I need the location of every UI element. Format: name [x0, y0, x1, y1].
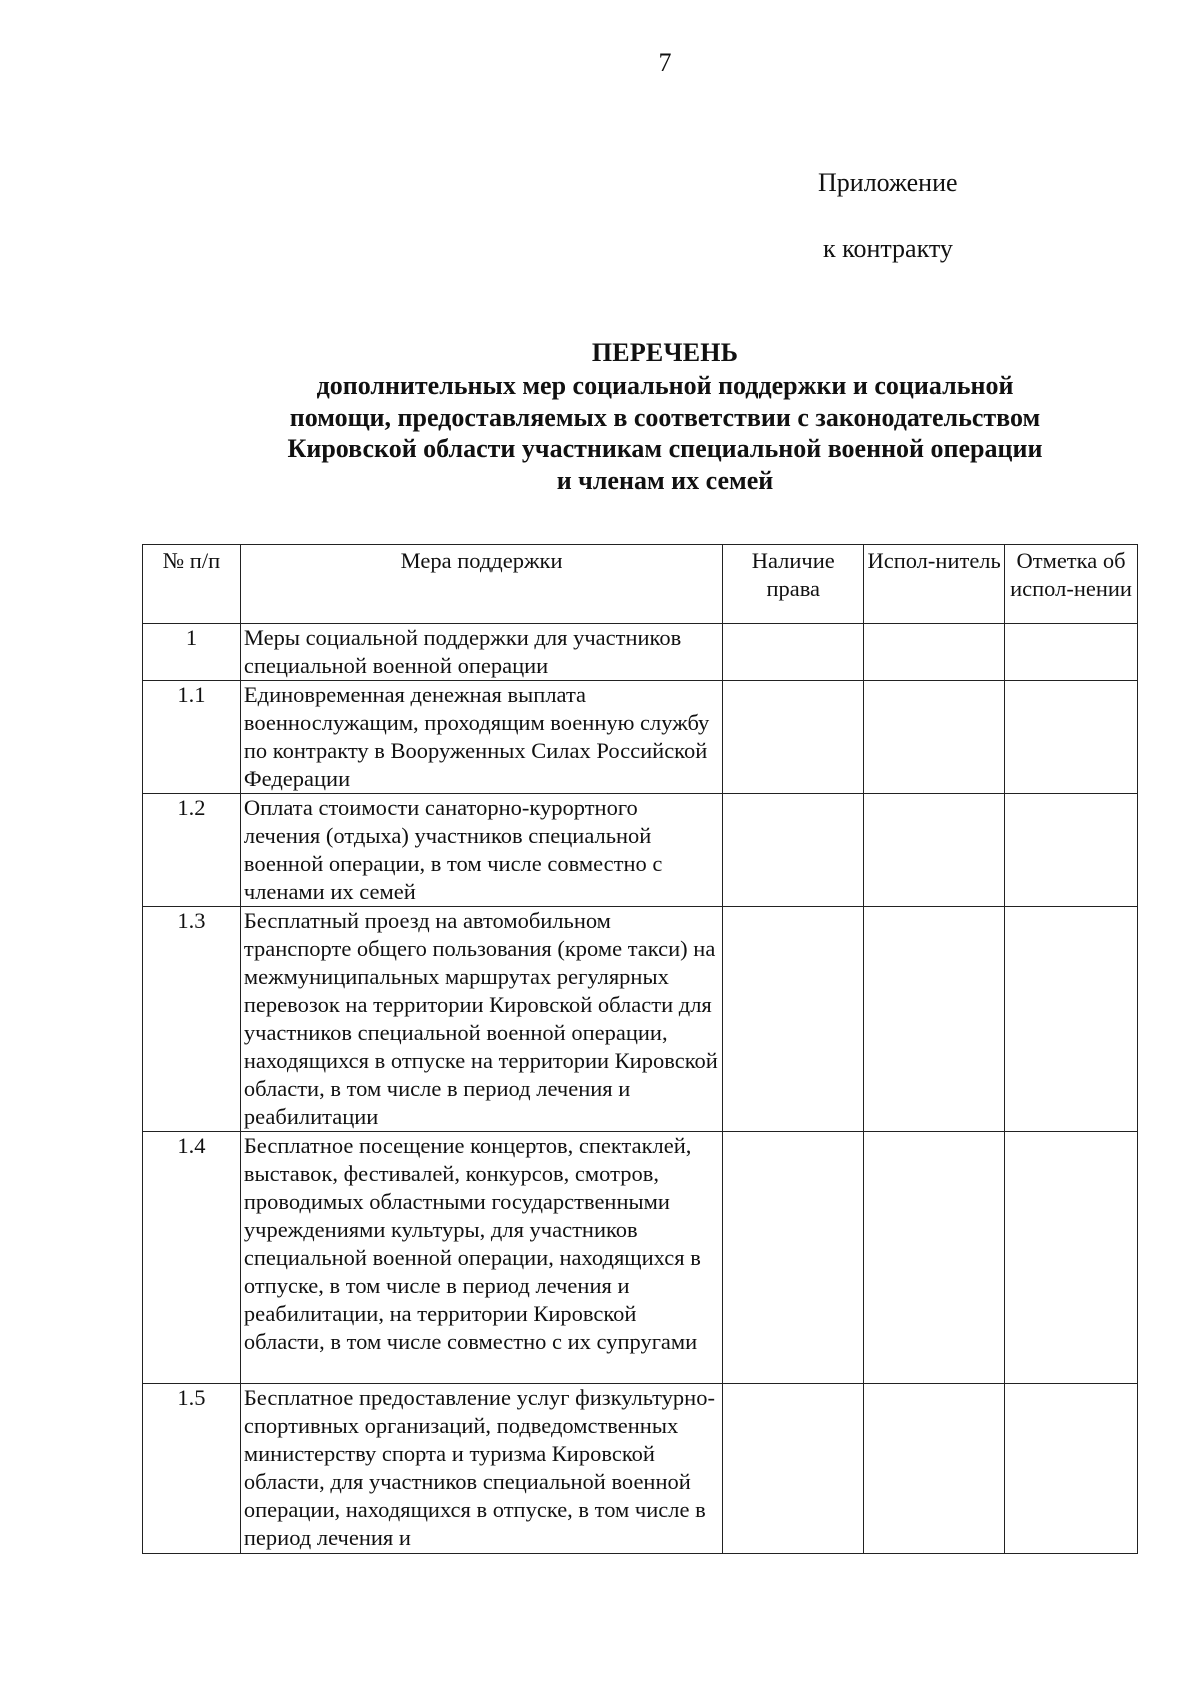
- row-right-cell: [723, 1132, 864, 1384]
- row-executor-cell: [864, 1132, 1005, 1384]
- row-number: 1: [143, 624, 241, 681]
- row-measure: Оплата стоимости санаторно-курортного лечения (отдыха) участников специальной военной операции, в том числе совместно с членами их семей: [240, 794, 722, 907]
- row-number: 1.3: [143, 907, 241, 1132]
- page-number: 7: [658, 48, 672, 77]
- row-measure: Меры социальной поддержки для участников специальной военной операции: [240, 624, 722, 681]
- row-mark-cell: [1005, 907, 1138, 1132]
- header-num: № п/п: [143, 545, 241, 624]
- row-executor-cell: [864, 624, 1005, 681]
- row-mark-cell: [1005, 624, 1138, 681]
- row-mark-cell: [1005, 681, 1138, 794]
- appendix-label: Приложение: [818, 168, 958, 197]
- row-right-cell: [723, 907, 864, 1132]
- row-number: 1.4: [143, 1132, 241, 1384]
- table-row: [143, 681, 1138, 794]
- document-subtitle-line: помощи, предоставляемых в соответствии с законодательством: [289, 403, 1041, 432]
- row-executor-cell: [864, 681, 1005, 794]
- row-right-cell: [723, 681, 864, 794]
- row-number: 1.1: [143, 681, 241, 794]
- row-mark-cell: [1005, 794, 1138, 907]
- header-executor: Испол-нитель: [864, 545, 1005, 624]
- table-row: [143, 794, 1138, 907]
- header-measure: Мера поддержки: [240, 545, 722, 624]
- support-measures-table: [142, 544, 1138, 1554]
- row-executor-cell: [864, 1384, 1005, 1554]
- appendix-contract-label: к контракту: [823, 234, 953, 263]
- row-number: 1.2: [143, 794, 241, 907]
- table-row: [143, 1384, 1138, 1554]
- row-measure: Единовременная денежная выплата военнослужащим, проходящим военную службу по контракту в Вооруженных Силах Российской Федерации: [240, 681, 722, 794]
- document-subtitle-line: дополнительных мер социальной поддержки и социальной: [316, 371, 1014, 400]
- table-row: [143, 907, 1138, 1132]
- row-measure: Бесплатный проезд на автомобильном транспорте общего пользования (кроме такси) на межмуниципальных маршрутах регулярных перевозок на территории Кировской области для участников специальной военной операции, находящихся в отпуске на территории Кировской области, в том числе в период лечения и реабилитации: [240, 907, 722, 1132]
- header-right: Наличие права: [723, 545, 864, 624]
- document-subtitle-line: и членам их семей: [556, 466, 774, 495]
- row-mark-cell: [1005, 1384, 1138, 1554]
- header-mark: Отметка об испол-нении: [1005, 545, 1138, 624]
- document-title: ПЕРЕЧЕНЬ: [591, 338, 739, 367]
- row-number: 1.5: [143, 1384, 241, 1554]
- table-row: [143, 624, 1138, 681]
- table-row: [143, 1132, 1138, 1384]
- row-executor-cell: [864, 907, 1005, 1132]
- row-right-cell: [723, 1384, 864, 1554]
- row-mark-cell: [1005, 1132, 1138, 1384]
- row-measure: Бесплатное посещение концертов, спектаклей, выставок, фестивалей, конкурсов, смотров, проводимых областными государственными учреждениями культуры, для участников специальной военной операции, находящихся в отпуске, в том числе в период лечения и реабилитации, на территории Кировской области, в том числе совместно с их супругами: [240, 1132, 722, 1384]
- row-measure: Бесплатное предоставление услуг физкультурно-спортивных организаций, подведомственных министерству спорта и туризма Кировской области, для участников специальной военной операции, находящихся в отпуске, в том числе в период лечения и: [240, 1384, 722, 1554]
- row-right-cell: [723, 794, 864, 907]
- table-header-row: [143, 545, 1138, 624]
- row-executor-cell: [864, 794, 1005, 907]
- row-right-cell: [723, 624, 864, 681]
- document-subtitle-line: Кировской области участникам специальной военной операции: [287, 434, 1043, 463]
